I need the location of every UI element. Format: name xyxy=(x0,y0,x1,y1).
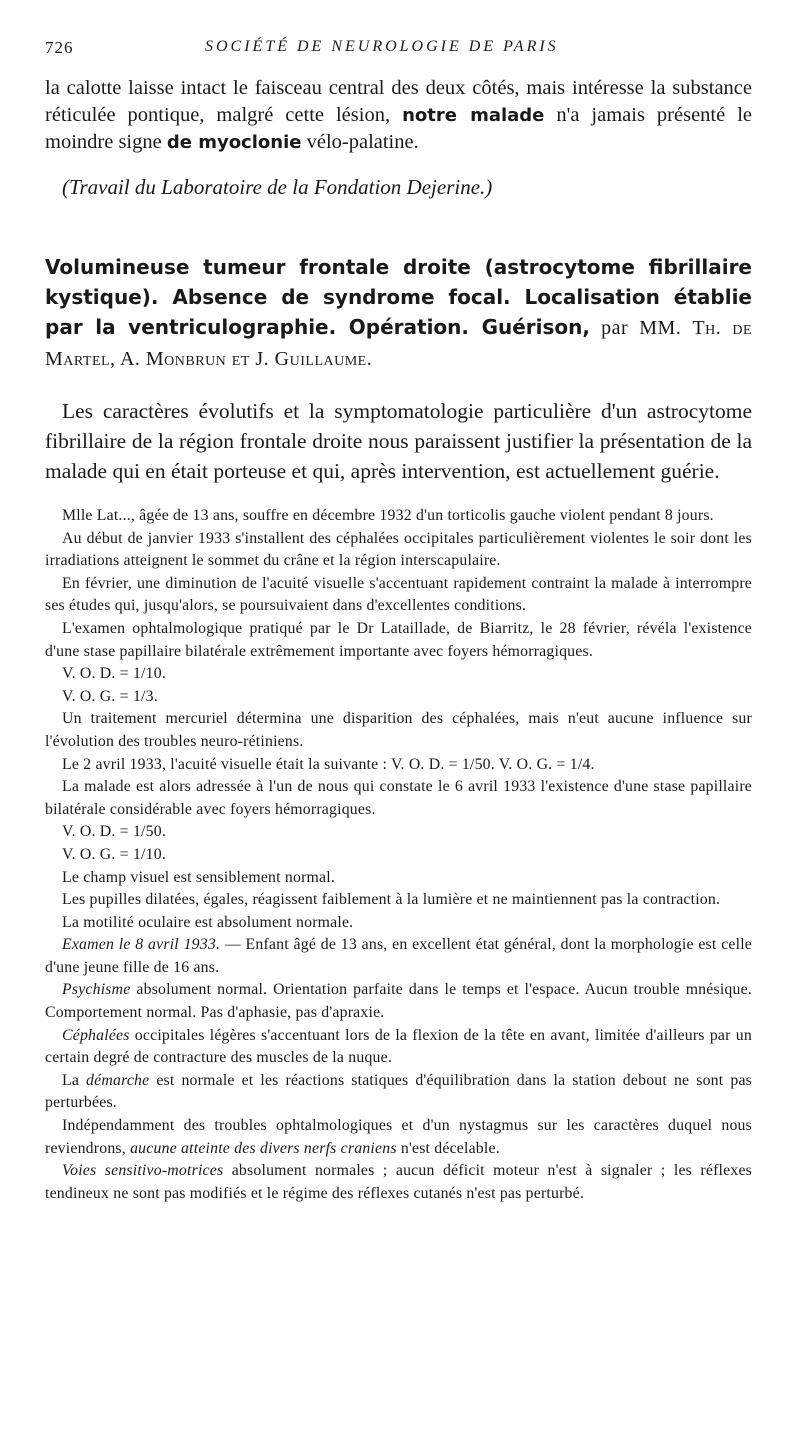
visual-acuity-og: V. O. G. = 1/10. xyxy=(62,845,166,863)
previous-article-conclusion xyxy=(45,75,752,156)
page-number: 726 xyxy=(45,38,74,57)
case-paragraph: Le champ visuel est sensiblement normal. xyxy=(62,868,335,886)
case-paragraph: Un traitement mercuriel détermina une disparition des céphalées, mais n'eut aucune influence sur l'évolution des troubles neuro-rétiniens. xyxy=(45,710,752,750)
visual-acuity-og: V. O. G. = 1/3. xyxy=(62,687,158,705)
article-intro: Les caractères évolutifs et la symptomatologie particulière d'un astrocytome fibrillaire de la région frontale droite nous paraissent justifier la présentation de la malade qui en était porteuse et qui, après intervention, est actuellement guérie. xyxy=(45,399,752,483)
text-span: n'est décelable. xyxy=(396,1139,500,1157)
italic-lead: Psychisme xyxy=(62,981,131,999)
text-span: Indépendamment des troubles ophtalmologiques et d'un nystagmus sur les caractères duquel nous reviendrons, xyxy=(45,1117,752,1157)
visual-acuity-od: V. O. D. = 1/50. xyxy=(62,823,166,841)
case-paragraph: La motilité oculaire est absolument normale. xyxy=(62,913,354,931)
case-paragraph xyxy=(45,1115,752,1160)
case-paragraph: L'examen ophtalmologique pratiqué par le Dr Lataillade, de Biarritz, le 28 février, révéla l'existence d'une stase papillaire bilatérale extrêmement importante avec foyers hémorragiques. xyxy=(45,619,752,660)
text-span: — Enfant âgé de 13 ans, en excellent état général, dont la morphologie est celle d'une jeune fille de 16 ans. xyxy=(45,936,753,976)
text-span: La xyxy=(62,1071,87,1089)
case-paragraph xyxy=(45,934,752,979)
case-paragraph xyxy=(45,1160,752,1205)
case-paragraph: Au début de janvier 1933 s'installent des céphalées occipitales particulièrement violentes le soir dont les irradiations atteignent le sommet du crâne et la région interscapulaire. xyxy=(45,529,752,570)
italic-span: aucune atteinte des divers nerfs craniens xyxy=(130,1139,397,1157)
case-paragraph xyxy=(45,979,752,1024)
laboratory-credit: (Travail du Laboratoire de la Fondation Dejerine.) xyxy=(62,175,493,199)
italic-lead: Céphalées xyxy=(62,1026,130,1044)
article-title xyxy=(45,252,752,374)
text-span: occipitales légères s'accentuant lors de la flexion de la tête en avant, limitée d'ailleurs par un certain degré de contracture des muscles de la nuque. xyxy=(45,1026,752,1067)
text-span: absolument normales ; aucun déficit moteur n'est à signaler ; les réflexes tendineux ne sont pas modifiés et le régime des réflexes cutanés n'est pas perturbé. xyxy=(45,1162,753,1202)
journal-title: SOCIÉTÉ DE NEUROLOGIE DE PARIS xyxy=(205,38,559,55)
bold-span: de myoclonie xyxy=(166,132,302,153)
text-span: n'a jamais présenté le moindre signe xyxy=(45,104,752,153)
case-paragraph: Le 2 avril 1933, l'acuité visuelle était la suivante : V. O. D. = 1/50. V. O. G. = 1/4. xyxy=(62,755,595,773)
case-paragraph: La malade est alors adressée à l'un de nous qui constate le 6 avril 1933 l'existence d'une stase papillaire bilatérale considérable avec foyers hémorragiques. xyxy=(45,778,752,818)
visual-acuity-od: V. O. D. = 1/10. xyxy=(62,665,166,683)
article-authors: Th. de Martel, A. Monbrun et J. Guillaume. xyxy=(45,317,752,370)
authors-prefix: par MM. xyxy=(590,317,693,339)
case-paragraph: En février, une diminution de l'acuité visuelle s'accentuant rapidement contraint la malade à interrompre ses études qui, jusqu'alors, se poursuivaient dans d'excellentes conditions. xyxy=(45,574,752,615)
italic-lead: Voies sensitivo-motrices xyxy=(62,1162,224,1180)
page-body xyxy=(45,75,752,1205)
case-paragraph: Les pupilles dilatées, égales, réagissent faiblement à la lumière et ne maintiennent pas la contraction. xyxy=(62,891,721,909)
bold-span: notre malade xyxy=(402,105,545,126)
italic-lead: Examen le 8 avril 1933. xyxy=(62,936,221,954)
case-paragraph xyxy=(45,1025,752,1070)
text-span: la calotte laisse intact le faisceau central des deux côtés, mais intéresse la substance réticulée pontique, malgré cette lésion, xyxy=(45,77,752,126)
text-span: est normale et les réactions statiques d'équilibration dans la station debout ne sont pas perturbées. xyxy=(45,1071,753,1112)
article-title-text: Volumineuse tumeur frontale droite (astrocytome fibrillaire kystique). Absence de syndrome focal. Localisation établie par la ventriculographie. Opération. Guérison, xyxy=(45,255,752,339)
case-report xyxy=(45,505,752,1205)
case-paragraph: Mlle Lat..., âgée de 13 ans, souffre en décembre 1932 d'un torticolis gauche violent pendant 8 jours. xyxy=(62,507,714,524)
case-paragraph xyxy=(45,1070,752,1115)
text-span: absolument normal. Orientation parfaite dans le temps et l'espace. Aucun trouble mnésique. Comportement normal. Pas d'aphasie, pas d'apraxie. xyxy=(45,981,752,1022)
running-head xyxy=(45,38,752,58)
italic-lead: démarche xyxy=(86,1071,150,1089)
text-span: vélo-palatine. xyxy=(301,131,419,153)
